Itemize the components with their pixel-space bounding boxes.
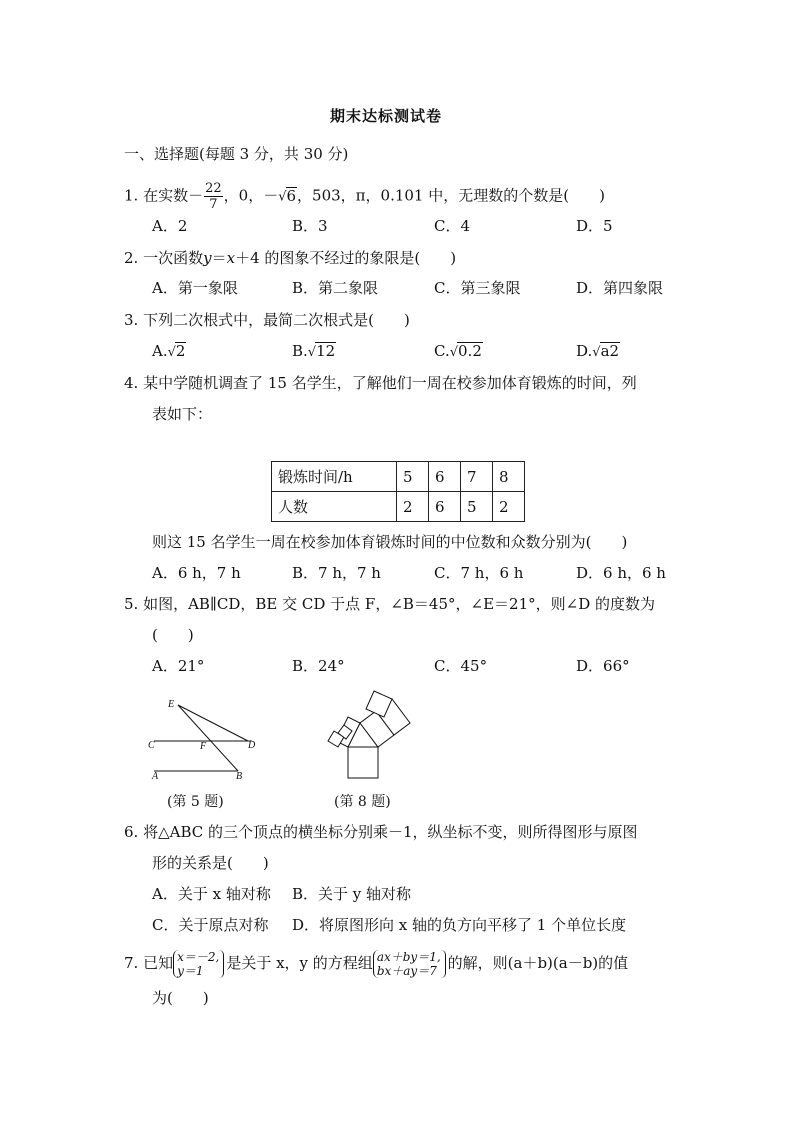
option-d[interactable]: D．第四象限 — [576, 279, 664, 297]
question-7: 7. 已知 x＝－2, y＝1 是关于 x，y 的方程组 ax＋by＝1, bx＋ay＝7 的解，则(a＋b)(a－b)的值 — [124, 950, 629, 978]
page-title: 期末达标测试卷 — [330, 107, 443, 125]
option-d[interactable]: D.√a2 — [576, 342, 620, 360]
fraction: $\frac{22}{7}$ — [205, 181, 222, 212]
label-a: A — [152, 771, 159, 782]
option-b[interactable]: B．7 h，7 h — [292, 564, 381, 582]
line-eb — [178, 705, 238, 771]
option-c[interactable]: C．4 — [434, 217, 471, 235]
option-b[interactable]: B．关于 y 轴对称 — [292, 885, 412, 903]
question-1: 1. 在实数－ $\frac{22}{7}$ ，0，－√6，503，π，0.101 中，无理数的个数是( ) — [124, 181, 605, 212]
option-a[interactable]: A.√2 — [152, 342, 186, 360]
question-4-line3: 则这 15 名学生一周在校参加体育锻炼时间的中位数和众数分别为( ) — [152, 533, 628, 551]
option-b[interactable]: B.√12 — [292, 342, 336, 360]
option-a[interactable]: A．6 h，7 h — [152, 564, 241, 582]
question-4-line2: 表如下： — [152, 405, 213, 423]
option-d[interactable]: D．5 — [576, 217, 613, 235]
label-e: E — [168, 699, 175, 710]
question-3: 3. 下列二次根式中，最简二次根式是( ) — [124, 311, 410, 329]
line-ed — [178, 705, 248, 741]
option-c[interactable]: C．45° — [434, 657, 488, 675]
option-d[interactable]: D．66° — [576, 657, 630, 675]
option-b[interactable]: B．3 — [292, 217, 328, 235]
option-b[interactable]: B．第二象限 — [292, 279, 379, 297]
table-cell: 2 — [493, 492, 525, 522]
table-cell: 5 — [461, 492, 493, 522]
table-cell: 6 — [429, 462, 461, 492]
option-a[interactable]: A．2 — [152, 217, 188, 235]
equation-system-2: ax＋by＝1, bx＋ay＝7 — [373, 950, 441, 978]
option-a[interactable]: A．21° — [152, 657, 205, 675]
section-heading: 一、选择题(每题 3 分，共 30 分) — [124, 145, 349, 163]
equation-system-1: x＝－2, y＝1 — [173, 950, 219, 978]
data-table — [271, 461, 525, 522]
option-a[interactable]: A．关于 x 轴对称 — [152, 885, 271, 903]
table-cell: 2 — [397, 492, 429, 522]
question-number: 3. — [124, 311, 139, 329]
option-c[interactable]: C．关于原点对称 — [152, 916, 269, 934]
table-cell: 6 — [429, 492, 461, 522]
table-cell: 7 — [461, 462, 493, 492]
label-f: F — [200, 741, 207, 752]
figure-8 — [320, 685, 412, 781]
question-6-line2: 形的关系是( ) — [152, 854, 269, 872]
option-b[interactable]: B．24° — [292, 657, 345, 675]
option-c[interactable]: C．第三象限 — [434, 279, 521, 297]
question-7-line2: 为( ) — [152, 989, 209, 1007]
question-number: 4. — [124, 374, 139, 392]
option-c[interactable]: C.√0.2 — [434, 342, 482, 360]
question-number: 5. — [124, 595, 139, 613]
question-number: 7. — [124, 954, 139, 972]
table-cell: 8 — [493, 462, 525, 492]
label-b: B — [236, 771, 243, 782]
figure-5-caption: (第 5 题) — [167, 794, 224, 810]
question-2: 2. 一次函数y＝x＋4 的图象不经过的象限是( ) — [124, 249, 457, 267]
table-row — [272, 462, 525, 492]
bottom-square — [348, 747, 378, 778]
option-d[interactable]: D．6 h，6 h — [576, 564, 666, 582]
table-cell: 锻炼时间/h — [272, 462, 397, 492]
figure-8-caption: (第 8 题) — [334, 794, 391, 810]
label-c: C — [148, 740, 155, 751]
question-5: 5. 如图，AB∥CD，BE 交 CD 于点 F，∠B＝45°，∠E＝21°，则∠D 的度数为 — [124, 595, 655, 613]
question-6: 6. 将△ABC 的三个顶点的横坐标分别乘－1，纵坐标不变，则所得图形与原图 — [124, 823, 638, 841]
question-number: 1. — [124, 186, 139, 205]
table-cell: 5 — [397, 462, 429, 492]
question-5-line2: ( ) — [152, 626, 194, 644]
table-row — [272, 492, 525, 522]
option-a[interactable]: A．第一象限 — [152, 279, 238, 297]
option-c[interactable]: C．7 h，6 h — [434, 564, 524, 582]
label-d: D — [248, 740, 256, 751]
sqrt-expression: 6 — [286, 186, 297, 205]
question-number: 6. — [124, 823, 139, 841]
option-d[interactable]: D．将原图形向 x 轴的负方向平移了 1 个单位长度 — [292, 916, 627, 934]
figure-5 — [140, 695, 270, 787]
table-cell: 人数 — [272, 492, 397, 522]
question-number: 2. — [124, 249, 139, 267]
question-4: 4. 某中学随机调查了 15 名学生，了解他们一周在校参加体育锻炼的时间，列 — [124, 374, 637, 392]
